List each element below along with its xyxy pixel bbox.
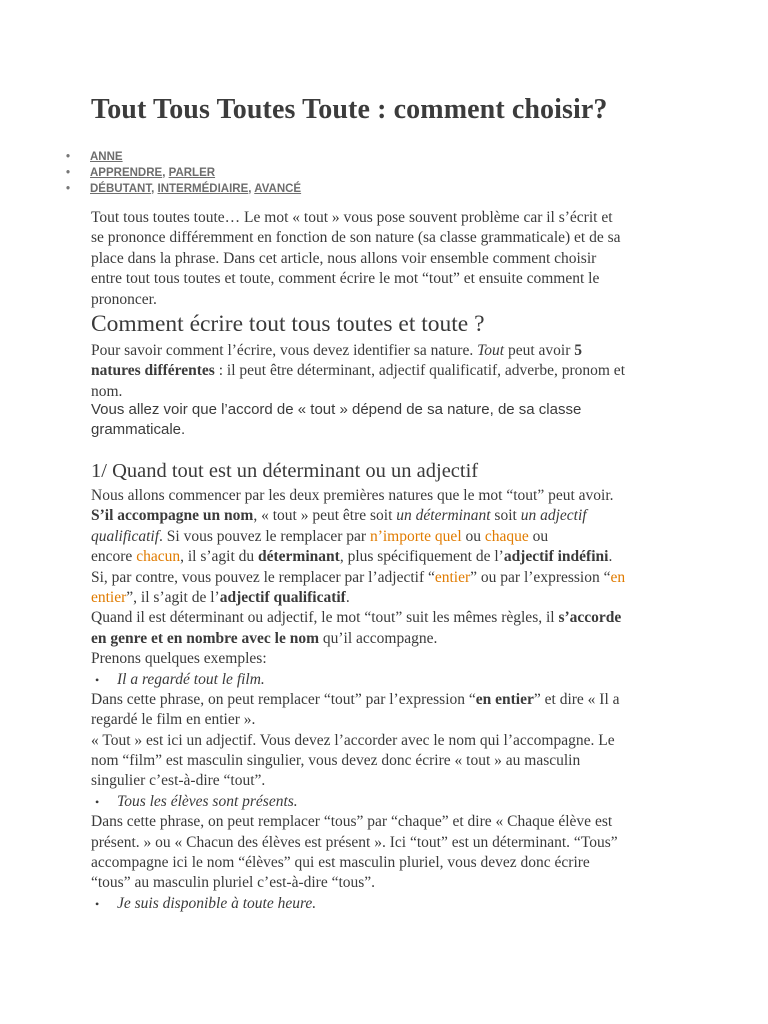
nature-paragraph: Pour savoir comment l’écrire, vous devez identifier sa nature. Tout peut avoir 5 natures différentes : il peut être déterminant, adjectif qualificatif, adverbe, pronom et nom. bbox=[91, 342, 625, 400]
accord-note: Vous allez voir que l’accord de « tout » dépend de sa nature, de sa classe grammaticale. bbox=[91, 401, 582, 438]
bullet-icon: • bbox=[66, 151, 71, 163]
intro-line: prononcer. bbox=[91, 290, 157, 308]
bullet-icon: • bbox=[95, 794, 100, 809]
bullet-icon: • bbox=[66, 183, 71, 195]
intro-line: place dans la phrase. Dans cet article, nous allons voir ensemble comment choisir bbox=[91, 249, 597, 267]
highlight-entier: entier bbox=[434, 568, 471, 586]
meta-categories: • APPRENDRE, PARLER bbox=[66, 167, 216, 179]
level-link-avance[interactable]: AVANCÉ bbox=[254, 183, 302, 195]
level-link-intermediaire[interactable]: INTERMÉDIAIRE bbox=[157, 183, 249, 195]
example-item: • Tous les élèves sont présents. bbox=[89, 792, 691, 812]
determinant-section: Nous allons commencer par les deux premières natures que le mot “tout” peut avoir. S’il accompagne un nom, « tout » peut être soit un déterminant soit un adjectif qualificatif. Si vous pouvez le remplacer par n’importe quel ou chaque ou encore chacun, il s’agit du déterminant, plus spécifiquement de l’adjectif indéfini. Si, par contre, vous pouvez le remplacer par l’adjectif “entier” ou par l’expression “en entier”, il s’agit de l’adjectif qualificatif. Quand il est déterminant ou adjectif, le mot “tout” suit les mêmes règles, il s’accorde en genre et en nombre avec le nom qu’il accompagne. Prenons quelques exemples: • Il a regardé tout le film. Dans cette phrase, on peut remplacer “tout” par l’expression “en entier” et dire « Il a regardé le film en entier ». « Tout » est ici un adjectif. Vous devez l’accorder avec le nom qui l’accompagne. Le nom “film” est masculin singulier, vous devez donc écrire « tout » au masculin singulier c’est-à-dire “tout”. • Tous les élèves sont présents. Dans cette phrase, on peut remplacer “tous” par “chaque” et dire « Chaque élève est présent. » ou « Chacun des élèves est présent ». Ici “tout” est un déterminant. “Tous” accompagne ici le nom “élèves” qui est masculin pluriel, vous devez donc écrire “tous” au masculin pluriel c’est-à-dire “tous”. • Je suis disponible à toute heure. bbox=[91, 486, 691, 914]
highlight-en: en bbox=[610, 568, 626, 586]
bullet-icon: • bbox=[95, 896, 100, 911]
highlight-chaque: chaque bbox=[484, 527, 529, 545]
article-meta-list bbox=[66, 149, 301, 197]
article-title: Tout Tous Toutes Toute : comment choisir? bbox=[91, 94, 608, 125]
intro-line: Tout tous toutes toute… Le mot « tout » vous pose souvent problème car il s’écrit et bbox=[91, 209, 613, 226]
bullet-icon: • bbox=[66, 167, 71, 179]
level-link-debutant[interactable]: DÉBUTANT bbox=[90, 183, 152, 195]
meta-levels: • DÉBUTANT, INTERMÉDIAIRE, AVANCÉ bbox=[66, 183, 302, 195]
example-item: • Il a regardé tout le film. bbox=[89, 670, 691, 690]
intro-paragraph bbox=[91, 208, 691, 310]
meta-author bbox=[66, 149, 301, 165]
author-link[interactable]: ANNE bbox=[90, 151, 123, 163]
example-item: • Je suis disponible à toute heure. bbox=[89, 894, 691, 914]
intro-line: se prononce différemment en fonction de son nature (sa classe grammaticale) et de sa bbox=[91, 229, 621, 247]
category-link-parler[interactable]: PARLER bbox=[168, 167, 216, 179]
section-heading-ecrire: Comment écrire tout tous toutes et toute ? bbox=[91, 311, 485, 337]
bullet-icon: • bbox=[95, 672, 100, 687]
highlight-entier-2: entier bbox=[91, 588, 127, 606]
highlight-chacun: chacun bbox=[136, 548, 181, 566]
section-heading-determinant: 1/ Quand tout est un déterminant ou un adjectif bbox=[91, 460, 479, 482]
intro-line: entre tout tous toutes et toute, comment écrire le mot “tout” et ensuite comment le bbox=[91, 270, 600, 288]
category-link-apprendre[interactable]: APPRENDRE bbox=[90, 167, 163, 179]
highlight-nimporte-quel: n’importe quel bbox=[369, 527, 462, 545]
